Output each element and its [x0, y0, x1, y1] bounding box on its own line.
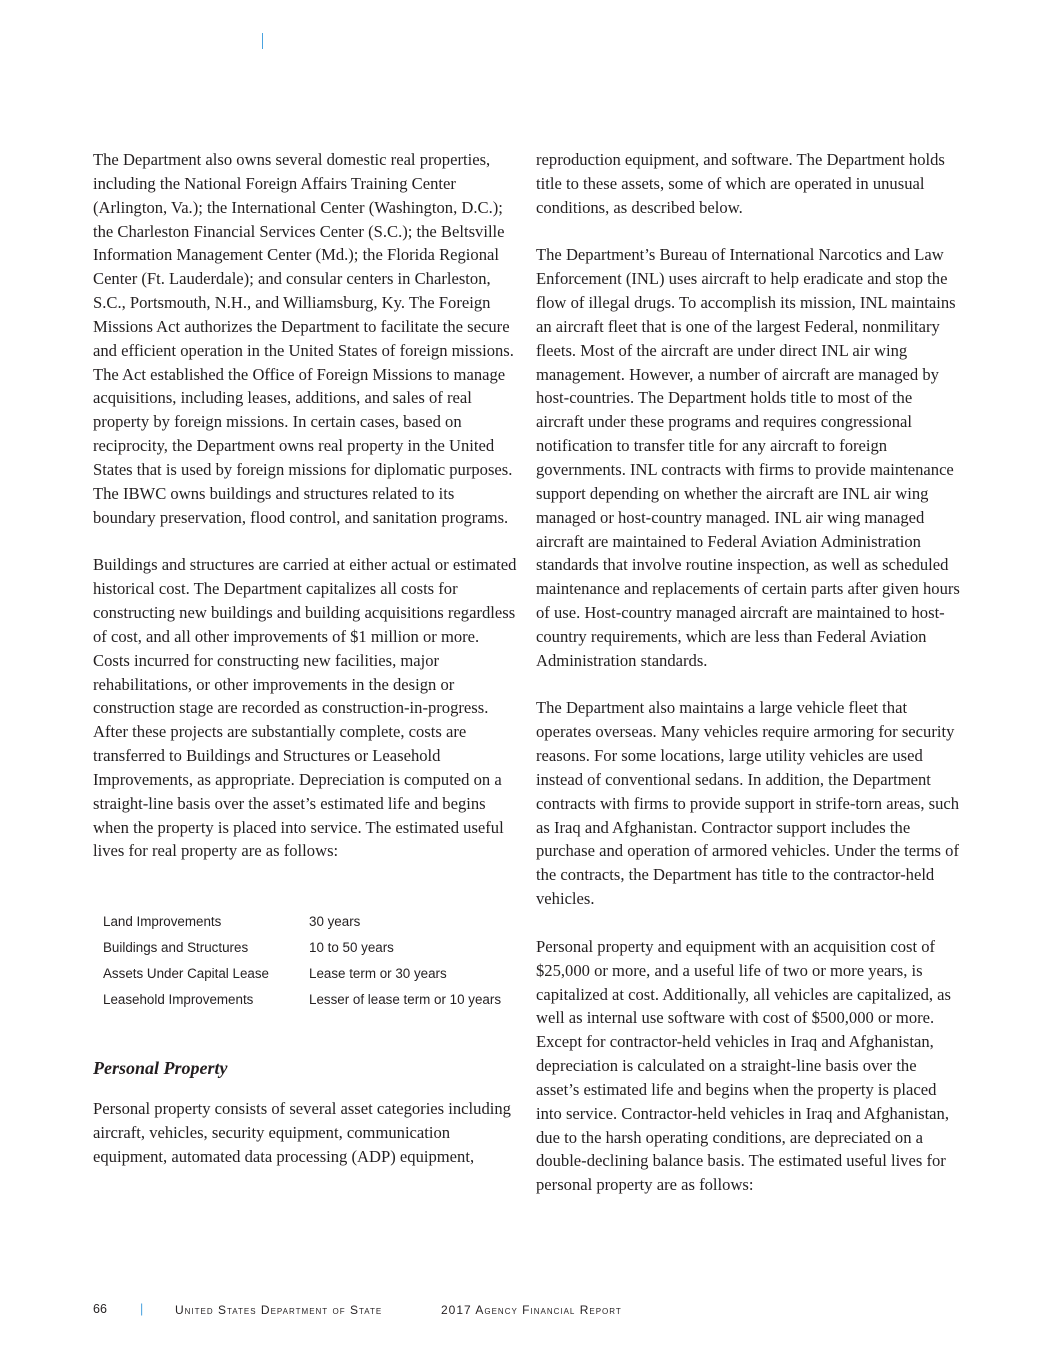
right-column: [536, 148, 961, 1197]
header-accent-mark: [262, 33, 263, 49]
footer-separator: |: [140, 1302, 144, 1316]
table-row: [103, 961, 501, 987]
real-property-useful-lives-table: [103, 909, 501, 1012]
useful-life: 30 years: [309, 914, 361, 930]
useful-life: Lesser of lease term or 10 years: [309, 991, 502, 1007]
paragraph-personal-property-capitalization: Personal property and equipment with an acquisition cost of $25,000 or more, and a useful life of two or more years, is capitalized at cost. Additionally, all vehicles are capitalized, as well as internal use software with cost of $500,000 or more. Except for contractor-held vehicles in Iraq and Afghanistan, depreciation is calculated on a straight-line basis over the asset’s estimated life and begins when the property is placed into service. Contractor-held vehicles in Iraq and Afghanistan, due to the harsh operating conditions, are depreciated on a double-declining balance basis. The estimated useful lives for personal property are as follows:: [536, 936, 951, 1195]
useful-life: 10 to 50 years: [309, 940, 394, 956]
footer-report-title: 2017 Agency Financial Report: [441, 1303, 622, 1317]
paragraph-inl-aircraft: The Department’s Bureau of International Narcotics and Law Enforcement (INL) uses aircraft to help eradicate and stop the flow of illegal drugs. To accomplish its mission, INL maintains an aircraft fleet that is one of the largest Federal, nonmilitary fleets. Most of the aircraft are under direct INL air wing management. However, a number of aircraft are managed by host-countries. The Department holds title to most of the aircraft under these programs and requires congressional notification to transfer title for any aircraft to foreign governments. INL contracts with firms to provide maintenance support depending on whether the aircraft are INL air wing managed or host-country managed. INL air wing managed aircraft are maintained to Federal Aviation Administration standards that involve routine inspection, as well as scheduled maintenance and replacements of certain parts after given hours of use. Host-country managed aircraft are maintained to host-country requirements, which are less than Federal Aviation Administration standards.: [536, 245, 960, 670]
asset-category: Assets Under Capital Lease: [103, 965, 269, 981]
section-heading-personal-property: Personal Property: [93, 1057, 228, 1078]
paragraph-buildings-structures: Buildings and structures are carried at either actual or estimated historical cost. The Department capitalizes all costs for constructing new buildings and building acquisitions regardless of cost, and all other improvements of $1 million or more. Costs incurred for constructing new facilities, major rehabilitations, or other improvements in the design or construction stage are recorded as construction-in-progress. After these projects are substantially complete, costs are transferred to Buildings and Structures or Leasehold Improvements, as appropriate. Depreciation is computed on a straight-line basis over the asset’s estimated life and begins when the property is placed into service. The estimated useful lives for real property are as follows:: [93, 555, 517, 861]
asset-category: Land Improvements: [103, 914, 222, 930]
paragraph-domestic-properties: The Department also owns several domestic real properties, including the National Foreign Affairs Training Center (Arlington, Va.); the International Center (Washington, D.C.); the Charleston Financial Services Center (S.C.); the Beltsville Information Management Center (Md.); the Florida Regional Center (Ft. Lauderdale); and consular centers in Charleston, S.C., Portsmouth, N.H., and Williamsburg, Ky. The Foreign Missions Act authorizes the Department to facilitate the secure and efficient operation in the United States of foreign missions. The Act established the Office of Foreign Missions to manage acquisitions, including leases, additions, and sales of real property by foreign missions. In certain cases, based on reciprocity, the Department owns real property in the United States that is used by foreign missions for diplomatic purposes. The IBWC owns buildings and structures related to its boundary preservation, flood control, and sanitation programs.: [93, 150, 514, 527]
left-column: [93, 148, 518, 1169]
table-row: [103, 909, 501, 935]
paragraph-title-assets: reproduction equipment, and software. The Department holds title to these assets, some of which are operated in unusual conditions, as described below.: [536, 150, 945, 217]
page-number: 66: [93, 1302, 107, 1316]
footer-department-name: United States Department of State: [175, 1303, 383, 1317]
useful-life: Lease term or 30 years: [309, 965, 447, 981]
table-row: [103, 987, 501, 1013]
table-row: [103, 935, 501, 961]
asset-category: Leasehold Improvements: [103, 991, 254, 1007]
paragraph-personal-property: Personal property consists of several asset categories including aircraft, vehicles, security equipment, communication equipment, automated data processing (ADP) equipment,: [93, 1099, 511, 1167]
asset-category: Buildings and Structures: [103, 940, 249, 956]
paragraph-vehicle-fleet: The Department also maintains a large vehicle fleet that operates overseas. Many vehicles require armoring for security reasons. For some locations, large utility vehicles are used instead of conventional sedans. In addition, the Department contracts with firms to provide support in strife-torn areas, such as Iraq and Afghanistan. Contractor support includes the purchase and operation of armored vehicles. Under the terms of the contracts, the Department has title to the contractor-held vehicles.: [536, 698, 960, 909]
